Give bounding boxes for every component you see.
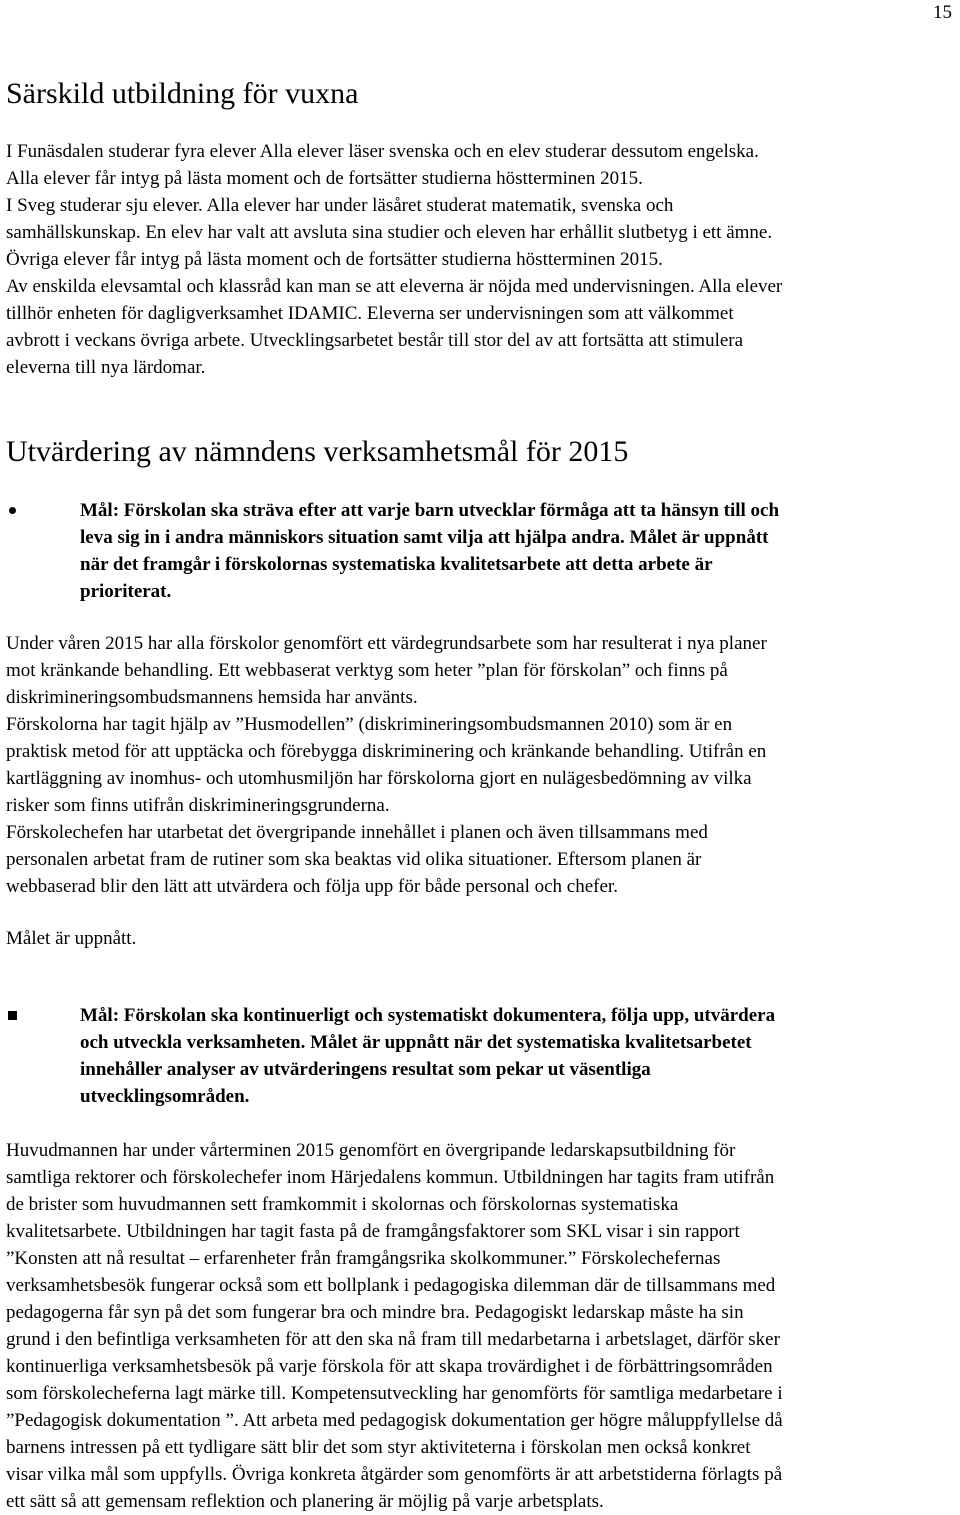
text-line: mot kränkande behandling. Ett webbaserat verktyg som heter ”plan för förskolan” och finns på [6, 660, 728, 681]
text-line: avbrott i veckans övriga arbete. Utvecklingsarbetet består till stor del av att fortsätta att stimulera [6, 330, 744, 351]
goal-1 [80, 497, 952, 605]
text-line: Alla elever får intyg på lästa moment och de fortsätter studierna höstterminen 2015. [6, 168, 643, 189]
text-line: tillhör enheten för dagligverksamhet IDAMIC. Eleverna ser undervisningen som att välkommet [6, 303, 734, 324]
text-line: pedagogerna får syn på det som fungerar bra och mindre bra. Pedagogiskt ledarskap måste ha sin [6, 1302, 744, 1323]
text-line: kvalitetsarbete. Utbildningen har tagit fasta på de framgångsfaktorer som SKL visar i sin rapport [6, 1221, 740, 1242]
text-line: grund i den befintliga verksamheten för att den ska nå fram till medarbetarna i arbetslaget, därför sker [6, 1329, 780, 1350]
text-line: de brister som huvudmannen sett framkommit i skolornas och förskolornas systematiska [6, 1194, 679, 1215]
text-line: som förskolecheferna lagt märke till. Kompetensutveckling har genomförts för samtliga medarbetare i [6, 1383, 783, 1404]
goal-line: och utveckla verksamheten. Målet är uppnått när det systematiska kvalitetsarbetet [80, 1032, 752, 1053]
section-heading-special-education: Särskild utbildning för vuxna [6, 77, 359, 110]
paragraph-values-work [6, 630, 951, 900]
text-line: verksamhetsbesök fungerar också som ett bollplank i pedagogiska dilemman där de tillsammans med [6, 1275, 776, 1296]
text-line: ”Konsten att nå resultat – erfarenheter från framgångsrika skolkommuner.” Förskolechefernas [6, 1248, 721, 1269]
text-line: ”Pedagogisk dokumentation ”. Att arbeta med pedagogisk dokumentation ger högre måluppfyllelse då [6, 1410, 783, 1431]
text-line: diskrimineringsombudsmannens hemsida har använts. [6, 687, 418, 708]
paragraph-special-education [6, 138, 951, 381]
text-line: samhällskunskap. En elev har valt att avsluta sina studier och eleven har erhållit slutbetyg i ett ämne. [6, 222, 773, 243]
paragraph-leadership [6, 1137, 951, 1515]
text-line: kontinuerliga verksamhetsbesök på varje förskola för att skapa trovärdighet i de förbättringsområden [6, 1356, 773, 1377]
text-line: visar vilka mål som uppfylls. Övriga konkreta åtgärder som genomförts är att arbetstiderna förlagts på [6, 1464, 783, 1485]
text-line: Av enskilda elevsamtal och klassråd kan man se att eleverna är nöjda med undervisningen. Alla elever [6, 276, 783, 297]
goal-line: innehåller analyser av utvärderingens resultat som pekar ut väsentliga [80, 1059, 651, 1080]
text-line: Under våren 2015 har alla förskolor genomfört ett värdegrundsarbete som har resulterat i nya planer [6, 633, 767, 654]
text-line: barnens intressen på ett tydligare sätt blir det som styr aktiviteterna i förskolan men också konkret [6, 1437, 751, 1458]
goal-line: prioriterat. [80, 581, 172, 602]
goal-line: utvecklingsområden. [80, 1086, 250, 1107]
goal-line: leva sig in i andra människors situation samt vilja att hjälpa andra. Målet är uppnått [80, 527, 769, 548]
text-line: I Sveg studerar sju elever. Alla elever har under läsåret studerat matematik, svenska och [6, 195, 674, 216]
goal-2 [80, 1002, 952, 1110]
bullet-dot-icon [9, 507, 16, 514]
text-line: samtliga rektorer och förskolechefer inom Härjedalens kommun. Utbildningen har tagits fram utifrån [6, 1167, 775, 1188]
section-heading-evaluation: Utvärdering av nämndens verksamhetsmål för 2015 [6, 435, 629, 468]
text-line: risker som finns utifrån diskrimineringsgrunderna. [6, 795, 390, 816]
text-line: kartläggning av inomhus- och utomhusmiljön har förskolorna gjort en nulägesbedömning av vilka [6, 768, 752, 789]
goal-line: Mål: Förskolan ska sträva efter att varje barn utvecklar förmåga att ta hänsyn till och [80, 500, 780, 521]
text-line: Förskolechefen har utarbetat det övergripande innehållet i planen och även tillsammans med [6, 822, 708, 843]
text-line: praktisk metod för att upptäcka och förebygga diskriminering och kränkande behandling. Utifrån en [6, 741, 767, 762]
text-line: eleverna till nya lärdomar. [6, 357, 206, 378]
goal-line: när det framgår i förskolornas systematiska kvalitetsarbete att detta arbete är [80, 554, 713, 575]
text-line: ett sätt så att gemensam reflektion och planering är möjlig på varje arbetsplats. [6, 1491, 604, 1512]
text-line: webbaserad blir den lätt att utvärdera och följa upp för både personal och chefer. [6, 876, 618, 897]
paragraph-result [6, 925, 951, 952]
bullet-square-icon [8, 1011, 17, 1020]
text-line: Huvudmannen har under vårterminen 2015 genomfört en övergripande ledarskapsutbildning för [6, 1140, 736, 1161]
goal-line: Mål: Förskolan ska kontinuerligt och systematiskt dokumentera, följa upp, utvärdera [80, 1005, 776, 1026]
page-number: 15 [933, 2, 952, 23]
text-line: Övriga elever får intyg på lästa moment och de fortsätter studierna höstterminen 2015. [6, 249, 663, 270]
text-line: I Funäsdalen studerar fyra elever Alla elever läser svenska och en elev studerar dessutom engelska. [6, 141, 759, 162]
text-line: Förskolorna har tagit hjälp av ”Husmodellen” (diskrimineringsombudsmannen 2010) som är en [6, 714, 733, 735]
result-text: Målet är uppnått. [6, 928, 137, 949]
text-line: personalen arbetat fram de rutiner som ska beaktas vid olika situationer. Eftersom planen är [6, 849, 702, 870]
